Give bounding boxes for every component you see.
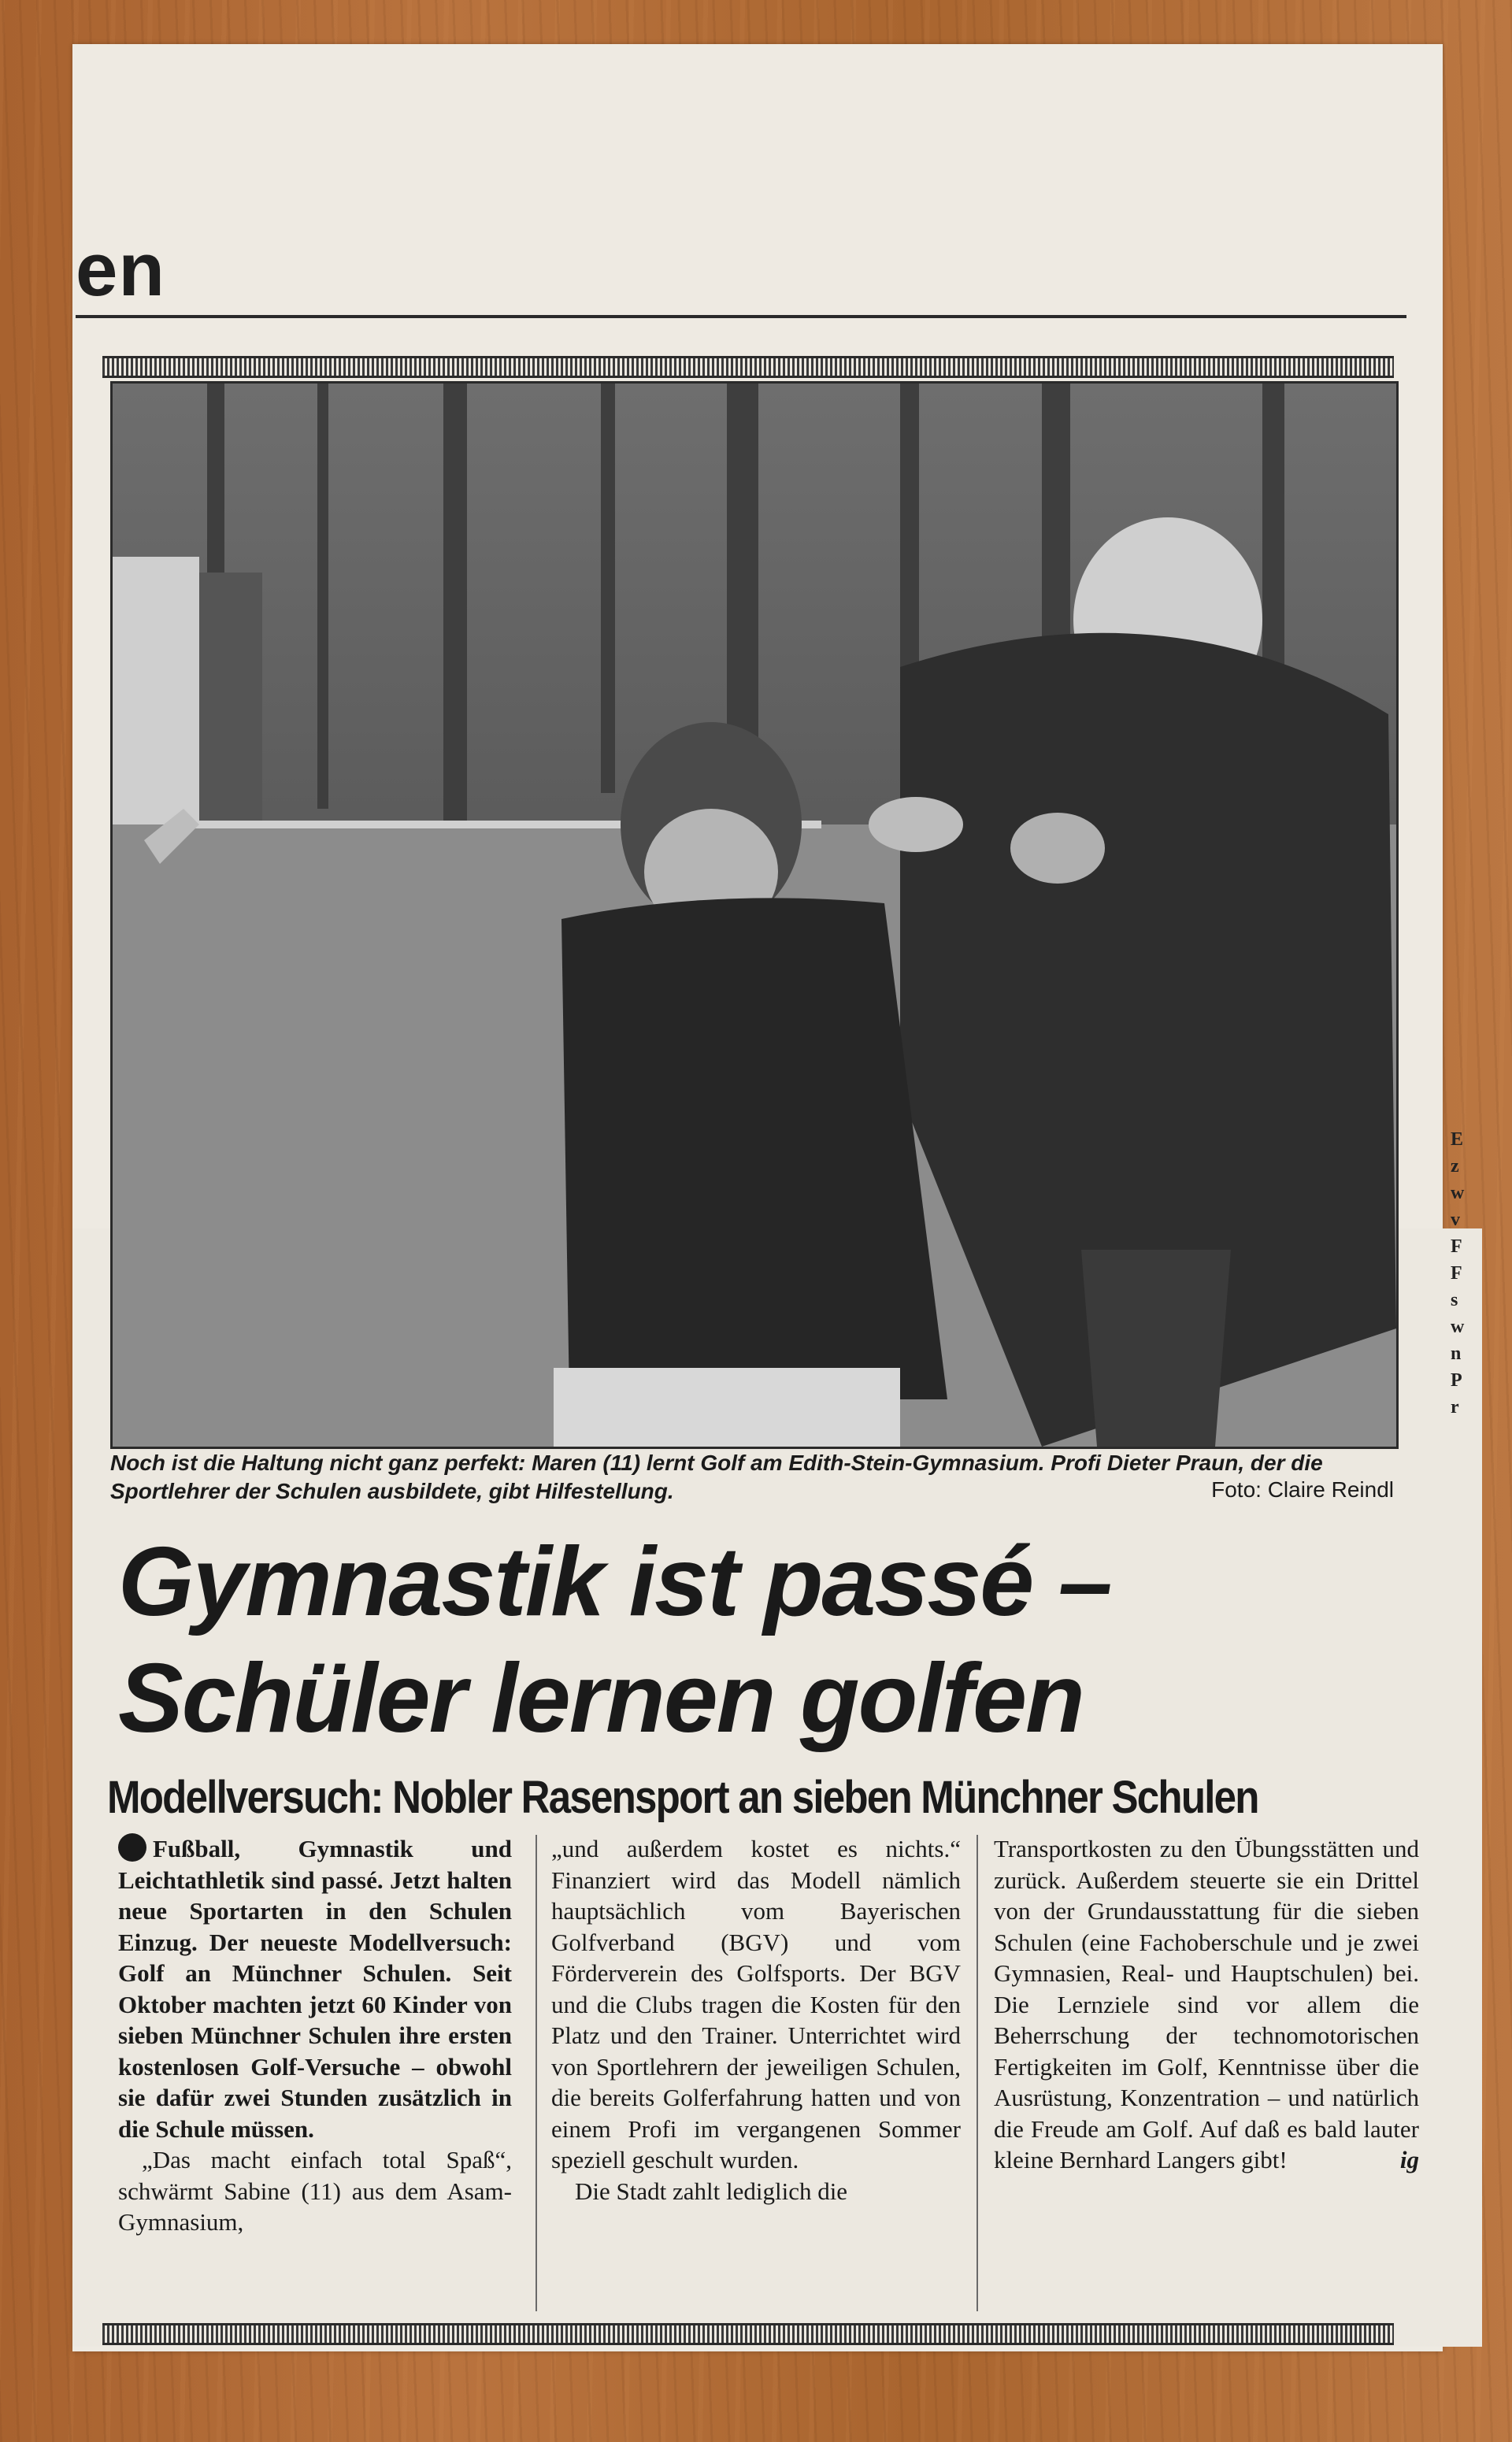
- top-rule: [76, 315, 1406, 318]
- paragraph: Transportkosten zu den Übungsstätten und zurück. Außerdem steuerte sie ein Drittel von der Grundausstattung für die sieben Schulen (eine Fachoberschule und je zwei Gymnasien, Real- und Hauptschulen) bei. Die Lernziele sind vor allem die Beherrschung der technomotorischen Fertigkeiten im Golf, Kenntnisse über die Ausrüstung, Konzentration – und natürlich die Freude am Golf. Auf daß es bald lauter kleine Bernhard Langers gibt!: [994, 1835, 1419, 2173]
- bullet-icon: [118, 1833, 146, 1862]
- golf-lesson-photo: [110, 381, 1399, 1449]
- author-signature: ig: [1399, 2146, 1419, 2173]
- bottom-border: [102, 2323, 1394, 2345]
- article-column-1: [118, 1833, 512, 2238]
- headline-line-2: Schüler lernen golfen: [118, 1644, 1084, 1753]
- headline-line-1: Gymnastik ist passé –: [118, 1528, 1111, 1636]
- article-column-3: [994, 1833, 1419, 2176]
- headline: [118, 1524, 1418, 1757]
- paragraph: „und außerdem kostet es nichts.“ Finanziert wird das Modell nämlich hauptsächlich vom Bayerischen Golfverband (BGV) und vom Förderverein des Golfsports. Der BGV und die Clubs tragen die Kosten für den Platz und den Trainer. Unterrichtet wird von Sportlehrern der jeweiligen Schulen, die bereits Golferfahrung hatten und von einem Profi im vergangenen Sommer speziell geschult wurden.: [551, 1835, 961, 2173]
- photo-credit: Foto: Claire Reindl: [1211, 1477, 1394, 1502]
- adjacent-column-fragment: E z w v F F s w n P r: [1451, 1129, 1465, 1417]
- paragraph: „Das macht einfach total Spaß“, schwärmt Sabine (11) aus dem Asam-Gymnasium,: [118, 2146, 512, 2236]
- lead-paragraph: Fußball, Gymnastik und Leichtathletik sind passé. Jetzt halten neue Sportarten in den Schulen Einzug. Der neueste Modellversuch: Golf an Münchner Schulen. Seit Oktober machten jetzt 60 Kinder von sieben Münchner Schulen ihre ersten kostenlosen Golf-Versuche – obwohl sie dafür zwei Stunden zusätzlich in die Schule müssen.: [118, 1835, 512, 2143]
- paragraph: Die Stadt zahlt lediglich die: [575, 2177, 848, 2205]
- column-divider: [976, 1835, 978, 2311]
- subheadline: Modellversuch: Nobler Rasensport an sieben Münchner Schulen: [107, 1772, 1258, 1823]
- article-column-2: [551, 1833, 961, 2207]
- photo-top-border: [102, 356, 1394, 378]
- section-heading: en: [76, 228, 166, 312]
- column-divider: [536, 1835, 537, 2311]
- photo-caption: Noch ist die Haltung nicht ganz perfekt: Maren (11) lernt Golf am Edith-Stein-Gymnasium. Profi Dieter Praun, der die Sportlehrer der Schulen ausbildete, gibt Hilfestellung.: [110, 1451, 1323, 1503]
